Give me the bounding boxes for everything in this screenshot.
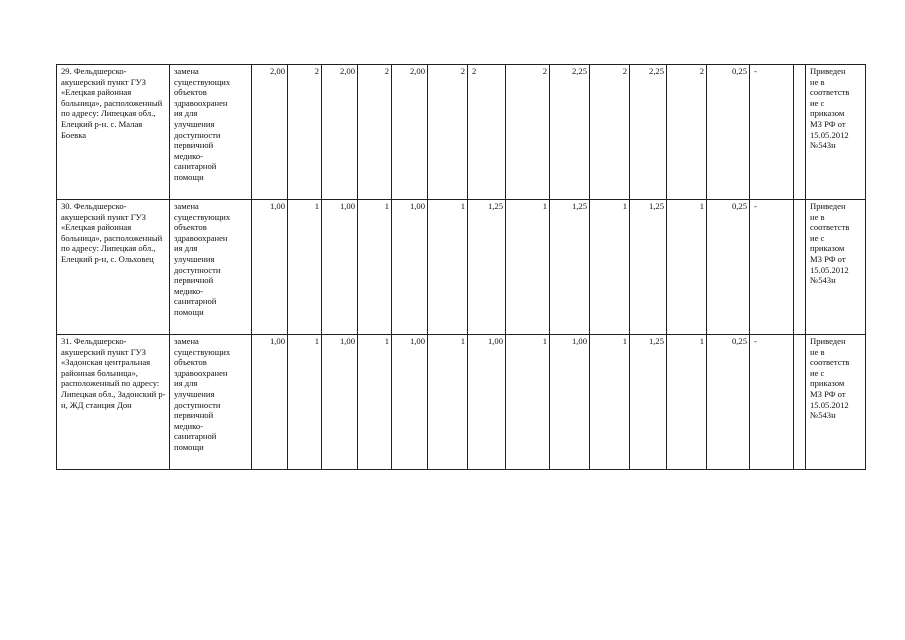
cell-value: - — [750, 200, 794, 335]
cell-value: 1 — [667, 200, 707, 335]
cell-value: 2 — [288, 65, 322, 200]
cell-value: 2 — [667, 65, 707, 200]
cell-value: 1 — [358, 335, 392, 470]
facilities-table — [56, 64, 866, 470]
cell-value: 1 — [428, 335, 468, 470]
cell-value: 2,00 — [392, 65, 428, 200]
cell-value: 1,00 — [322, 200, 358, 335]
empty-cell — [794, 335, 806, 470]
facility-name: 31. Фельдшерско-акушерский пункт ГУЗ «Задонская центральная районная больница», расположенный по адресу: Липецкая обл., Задонский р-н, ЖД станция Дон — [57, 335, 170, 470]
facility-action: замена существующих объектов здравоохранен ия для улучшения доступности первичной медико- санитарной помощи — [170, 200, 252, 335]
table-row — [57, 65, 866, 200]
cell-value: 1,00 — [468, 335, 506, 470]
facility-action: замена существующих объектов здравоохранен ия для улучшения доступности первичной медико- санитарной помощи — [170, 335, 252, 470]
cell-value: 1 — [667, 335, 707, 470]
cell-value: 2 — [506, 65, 550, 200]
cell-value: 1,25 — [630, 335, 667, 470]
facility-note: Приведен не в соответств ие с приказом МЗ РФ от 15.05.2012 №543н — [806, 65, 866, 200]
cell-value: 2,25 — [550, 65, 590, 200]
cell-value: 1 — [358, 200, 392, 335]
cell-value: 1,00 — [252, 200, 288, 335]
cell-value: 1,00 — [322, 335, 358, 470]
facility-name: 29. Фельдшерско-акушерский пункт ГУЗ «Елецкая районная больница», расположенный по адресу: Липецкая обл., Елецкий р-н. с. Малая Боевка — [57, 65, 170, 200]
cell-value: 1,25 — [468, 200, 506, 335]
cell-value: 0,25 — [707, 200, 750, 335]
cell-value: 0,25 — [707, 335, 750, 470]
empty-cell — [794, 65, 806, 200]
empty-cell — [794, 200, 806, 335]
cell-value: 2,00 — [322, 65, 358, 200]
cell-value: 1,25 — [550, 200, 590, 335]
cell-value: 1,25 — [630, 200, 667, 335]
cell-value: - — [750, 65, 794, 200]
cell-value: 2 — [428, 65, 468, 200]
cell-value: 1 — [288, 200, 322, 335]
cell-value: - — [750, 335, 794, 470]
cell-value: 1 — [506, 200, 550, 335]
cell-value: 1,00 — [550, 335, 590, 470]
cell-value: 2 — [468, 65, 506, 200]
facility-name: 30. Фельдшерско-акушерский пункт ГУЗ «Елецкая районная больница», расположенный по адресу: Липецкая обл., Елецкий р-н, с. Ольховец — [57, 200, 170, 335]
cell-value: 2 — [358, 65, 392, 200]
cell-value: 1 — [590, 200, 630, 335]
cell-value: 2,00 — [252, 65, 288, 200]
cell-value: 1,00 — [392, 200, 428, 335]
cell-value: 2,25 — [630, 65, 667, 200]
cell-value: 1 — [428, 200, 468, 335]
cell-value: 0,25 — [707, 65, 750, 200]
facility-note: Приведен не в соответств ие с приказом МЗ РФ от 15.05.2012 №543н — [806, 200, 866, 335]
cell-value: 1 — [590, 335, 630, 470]
cell-value: 1,00 — [392, 335, 428, 470]
table-row — [57, 200, 866, 335]
cell-value: 1 — [506, 335, 550, 470]
cell-value: 2 — [590, 65, 630, 200]
cell-value: 1 — [288, 335, 322, 470]
cell-value: 1,00 — [252, 335, 288, 470]
facility-note: Приведен не в соответств ие с приказом МЗ РФ от 15.05.2012 №543н — [806, 335, 866, 470]
table-row — [57, 335, 866, 470]
facility-action: замена существующих объектов здравоохранен ия для улучшения доступности первичной медико- санитарной помощи — [170, 65, 252, 200]
